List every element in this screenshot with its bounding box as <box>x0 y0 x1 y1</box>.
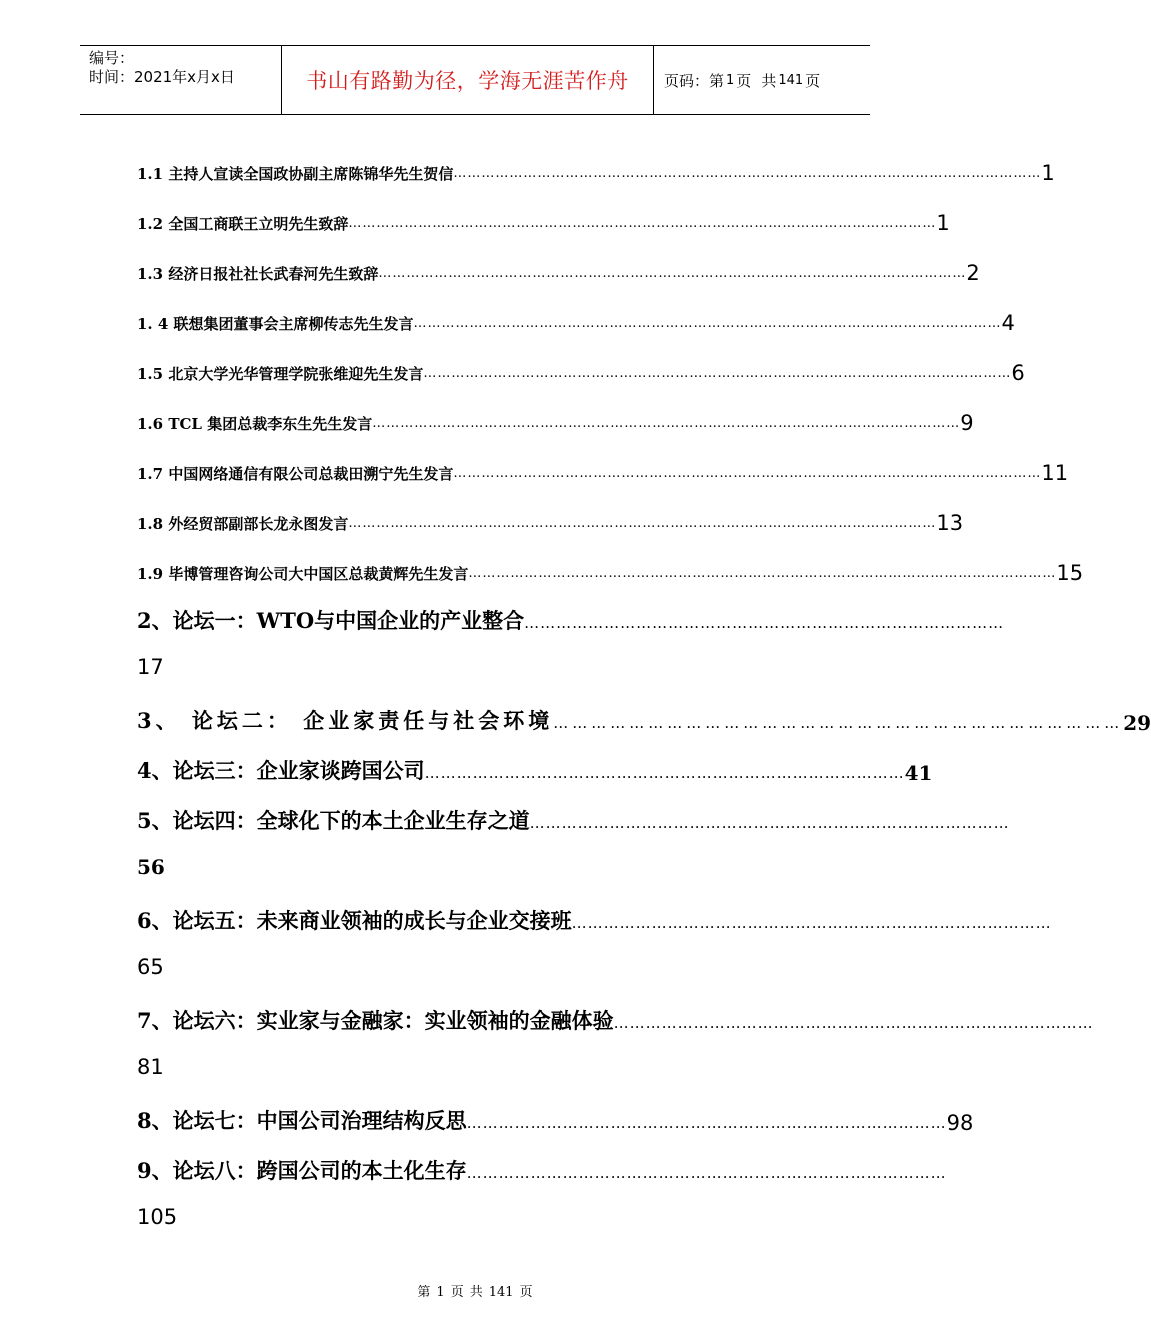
footer-mid: 页 <box>450 1285 464 1300</box>
toc-section-page: 56 <box>137 855 165 879</box>
toc-entry-page: 13 <box>936 511 964 535</box>
toc-section-label: 3、 论坛二： 企业家责任与社会环境 <box>137 708 554 733</box>
header-page-number: 1 <box>726 72 735 88</box>
footer-suffix: 页 <box>519 1285 533 1300</box>
toc-section-entry[interactable]: 7、论坛六：实业家与金融家：实业领袖的金融体验 ……………………………………………………………………………… <box>137 1005 815 1035</box>
toc-entry[interactable]: 1.5 北京大学光华管理学院张维迎先生发言 ……………………………………………………………………………………………………………… 6 <box>137 361 1025 385</box>
header-total-prefix: 共 <box>761 71 777 90</box>
toc-entry-page: 1 <box>936 211 950 235</box>
toc-section-label: 2、论坛一：WTO与中国企业的产业整合 <box>137 608 525 633</box>
toc-section-page: 65 <box>137 955 164 979</box>
toc-section-entry[interactable]: 8、论坛七：中国公司治理结构反思 ……………………………………………………………………………… 98 <box>137 1105 815 1135</box>
toc-entry-page: 6 <box>1011 361 1025 385</box>
toc-entry-page: 11 <box>1041 461 1069 485</box>
toc-section-page: 98 <box>946 1111 974 1135</box>
toc-entry-page: 15 <box>1056 561 1084 585</box>
toc-entry[interactable]: 1.9 毕博管理咨询公司大中国区总裁黄辉先生发言 ……………………………………………………………………………………………………………… 15 <box>137 561 1084 585</box>
header-page-mid: 页 <box>736 71 752 90</box>
toc-entry-label: 1.1 主持人宣读全国政协副主席陈锦华先生贺信 <box>137 165 454 183</box>
toc-section-page: 81 <box>137 1055 164 1079</box>
header-page-prefix: 页码：第 <box>664 71 725 90</box>
toc-entry-page: 2 <box>966 261 980 285</box>
toc-section-page: 41 <box>904 761 933 785</box>
toc-entry-page: 1 <box>1041 161 1055 185</box>
toc-entry-label: 1.8 外经贸部副部长龙永图发言 <box>137 515 349 533</box>
toc-entry-label: 1.2 全国工商联王立明先生致辞 <box>137 215 349 233</box>
footer-prefix: 第 <box>417 1285 431 1300</box>
toc-section-entry[interactable]: 3、 论坛二： 企业家责任与社会环境 ……………………………………………………………………………… 29 <box>137 705 815 735</box>
header-total-pages: 141 <box>778 72 804 88</box>
document-number-label: 编号： <box>89 49 135 67</box>
toc-entry[interactable]: 1.1 主持人宣读全国政协副主席陈锦华先生贺信 ……………………………………………………………………………………………………………… 1 <box>137 161 1055 185</box>
toc-entry[interactable]: 1.8 外经贸部副部长龙永图发言 ……………………………………………………………………………………………………………… 13 <box>137 511 964 535</box>
toc-entry-label: 1.9 毕博管理咨询公司大中国区总裁黄辉先生发言 <box>137 565 469 583</box>
toc-entry-label: 1.6 TCL 集团总裁李东生先生发言 <box>137 415 373 433</box>
toc-section-label: 5、论坛四：全球化下的本土企业生存之道 <box>137 808 530 833</box>
document-time-label: 时间：2021年x月x日 <box>89 68 235 86</box>
footer-page-number: 1 <box>436 1285 445 1300</box>
toc-entry-page: 4 <box>1001 311 1015 335</box>
toc-section-label: 7、论坛六：实业家与金融家：实业领袖的金融体验 <box>137 1008 614 1033</box>
toc-section-entry[interactable]: 2、论坛一：WTO与中国企业的产业整合 ……………………………………………………………………………… <box>137 605 815 635</box>
footer-total-prefix: 共 <box>469 1285 483 1300</box>
toc-section-page: 17 <box>137 655 164 679</box>
toc-entry[interactable]: 1.6 TCL 集团总裁李东生先生发言 ……………………………………………………………………………………………………………… 9 <box>137 411 974 435</box>
toc-entry-label: 1.7 中国网络通信有限公司总裁田溯宁先生发言 <box>137 465 454 483</box>
toc-section-entry[interactable]: 6、论坛五：未来商业领袖的成长与企业交接班 ……………………………………………………………………………… <box>137 905 815 935</box>
toc-section-page: 105 <box>137 1205 178 1229</box>
footer-total-pages: 141 <box>488 1285 514 1300</box>
header-total-suffix: 页 <box>805 71 821 90</box>
toc-section-entry[interactable]: 4、论坛三：企业家谈跨国公司 ……………………………………………………………………………… 41 <box>137 755 815 785</box>
toc-section-label: 8、论坛七：中国公司治理结构反思 <box>137 1108 467 1133</box>
toc-entry-label: 1.5 北京大学光华管理学院张维迎先生发言 <box>137 365 424 383</box>
toc-section-page: 29 <box>1123 711 1151 735</box>
toc-entry-page: 9 <box>960 411 974 435</box>
toc-entry[interactable]: 1. 4 联想集团董事会主席柳传志先生发言 ……………………………………………………………………………………………………………… 4 <box>137 311 1015 335</box>
toc-section-entry[interactable]: 5、论坛四：全球化下的本土企业生存之道 ……………………………………………………………………………… <box>137 805 815 835</box>
page-header <box>80 45 870 115</box>
header-info <box>80 46 282 114</box>
header-motto: 书山有路勤为径，学海无涯苦作舟 <box>282 46 654 114</box>
toc-entry[interactable]: 1.7 中国网络通信有限公司总裁田溯宁先生发言 ……………………………………………………………………………………………………………… 11 <box>137 461 1069 485</box>
toc-entry-label: 1.3 经济日报社社长武春河先生致辞 <box>137 265 379 283</box>
toc-section-label: 9、论坛八：跨国公司的本土化生存 <box>137 1158 467 1183</box>
toc-section-entry[interactable]: 9、论坛八：跨国公司的本土化生存 ……………………………………………………………………………… <box>137 1155 815 1185</box>
toc-entry[interactable]: 1.3 经济日报社社长武春河先生致辞 ……………………………………………………………………………………………………………… 2 <box>137 261 980 285</box>
toc-section-label: 6、论坛五：未来商业领袖的成长与企业交接班 <box>137 908 572 933</box>
toc-section-label: 4、论坛三：企业家谈跨国公司 <box>137 758 425 783</box>
toc-entry-label: 1. 4 联想集团董事会主席柳传志先生发言 <box>137 315 414 333</box>
page-footer <box>0 1281 950 1300</box>
toc-entry[interactable]: 1.2 全国工商联王立明先生致辞 ……………………………………………………………………………………………………………… 1 <box>137 211 950 235</box>
header-page-info <box>654 46 870 114</box>
